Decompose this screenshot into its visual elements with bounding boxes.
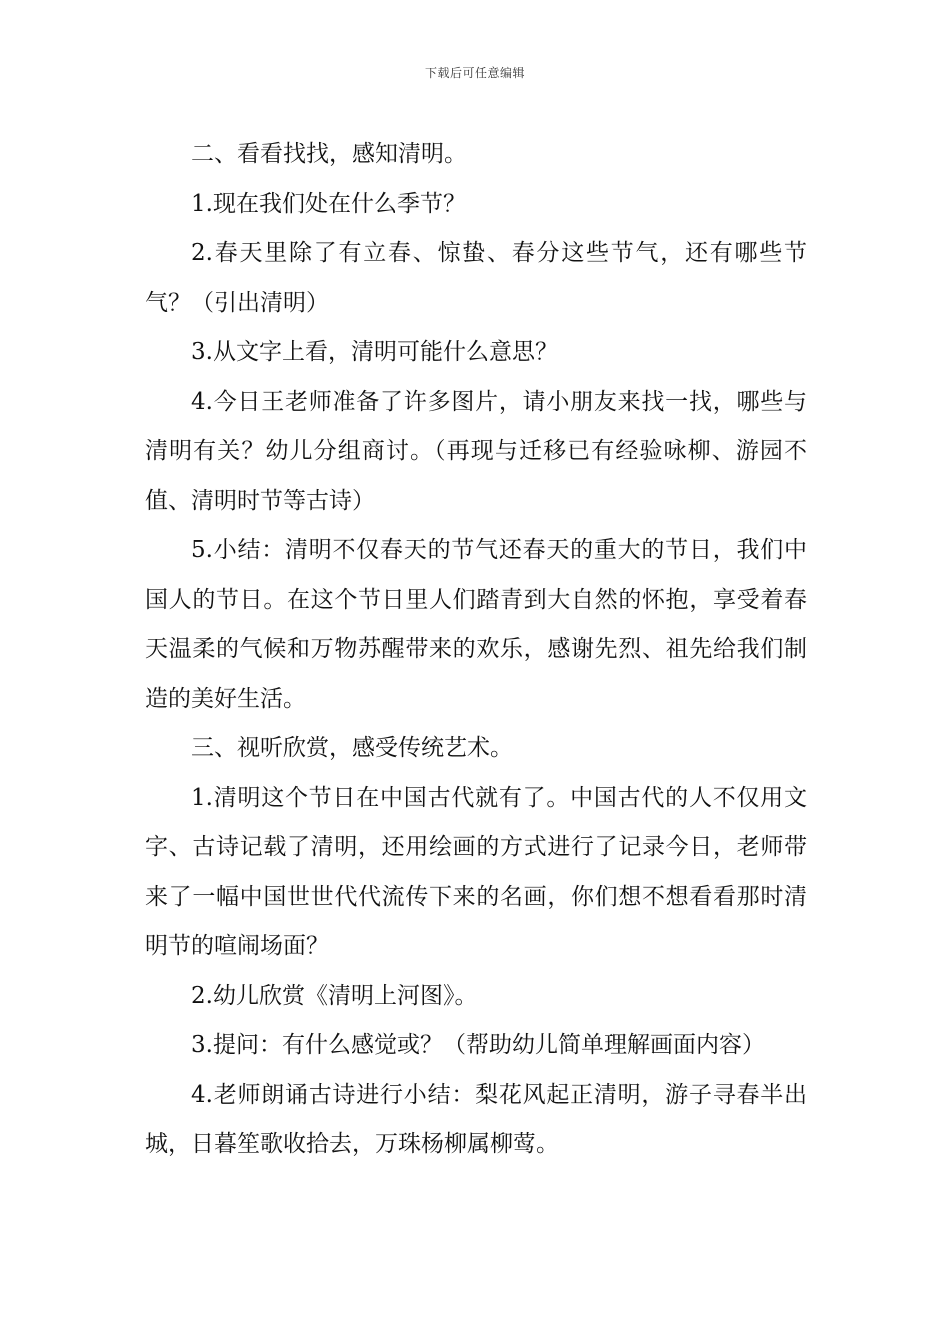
paragraph-item: 3.提问：有什么感觉或？（帮助幼儿简单理解画面内容） xyxy=(191,1032,765,1058)
paragraph-item: 3.从文字上看，清明可能什么意思？ xyxy=(191,339,558,365)
paragraph-item: 4.今日王老师准备了许多图片，请小朋友来找一找，哪些与清明有关？幼儿分组商讨。（再现与迁移已有经验咏柳、游园不值、清明时节等古诗） xyxy=(145,388,807,514)
paragraph-item: 1.清明这个节日在中国古代就有了。中国古代的人不仅用文字、古诗记载了清明，还用绘画的方式进行了记录今日，老师带来了一幅中国世世代代流传下来的名画，你们想不想看看那时清明节的喧闹场面？ xyxy=(145,784,807,959)
paragraph-item: 2.春天里除了有立春、惊蛰、春分这些节气，还有哪些节气？（引出清明） xyxy=(145,240,807,316)
section-heading-2: 二、看看找找，感知清明。 xyxy=(191,141,467,167)
paragraph-item: 1.现在我们处在什么季节？ xyxy=(191,190,466,217)
paragraph-item: 5.小结：清明不仅春天的节气还春天的重大的节日，我们中国人的节日。在这个节日里人们踏青到大自然的怀抱，享受着春天温柔的气候和万物苏醒带来的欢乐，感谢先烈、祖先给我们制造的美好生活。 xyxy=(145,537,807,712)
paragraph-item: 2.幼儿欣赏《清明上河图》。 xyxy=(191,982,478,1009)
document-body xyxy=(145,130,807,1170)
page-header: 下载后可任意编辑 xyxy=(424,66,525,80)
section-heading-3: 三、视听欣赏，感受传统艺术。 xyxy=(191,735,513,761)
paragraph-item: 4.老师朗诵古诗进行小结：梨花风起正清明，游子寻春半出城，日暮笙歌收拾去，万珠杨柳属柳莺。 xyxy=(145,1081,807,1157)
